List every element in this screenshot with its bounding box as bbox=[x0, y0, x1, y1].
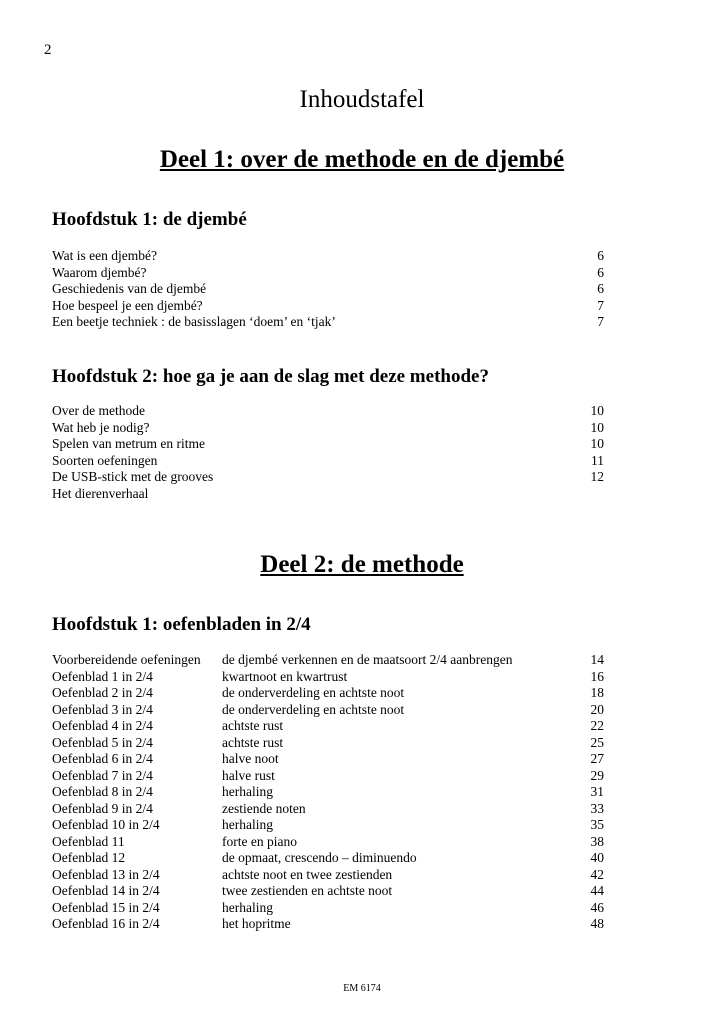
toc-entry-description: het hopritme bbox=[222, 916, 291, 931]
toc-entry-description: halve noot bbox=[222, 751, 279, 766]
toc-entry-page: 12 bbox=[590, 469, 604, 484]
toc-entry-description: herhaling bbox=[222, 784, 273, 799]
toc-entry bbox=[52, 436, 604, 453]
toc-entry bbox=[52, 768, 604, 785]
toc-entry bbox=[52, 801, 604, 818]
part1-chapter1-list bbox=[52, 248, 604, 331]
toc-entry-title: Wat is een djembé? bbox=[52, 248, 157, 263]
toc-entry-title: Oefenblad 11 bbox=[52, 833, 125, 849]
toc-entry-title: Oefenblad 8 in 2/4 bbox=[52, 784, 153, 799]
toc-entry-title: Oefenblad 7 in 2/4 bbox=[52, 767, 153, 783]
toc-entry bbox=[52, 834, 604, 851]
toc-entry bbox=[52, 702, 604, 719]
toc-entry-page: 10 bbox=[590, 436, 604, 451]
toc-entry-page: 10 bbox=[590, 419, 604, 435]
toc-entry-page: 29 bbox=[590, 767, 604, 783]
toc-entry-title: Oefenblad 10 in 2/4 bbox=[52, 817, 160, 832]
toc-entry bbox=[52, 669, 604, 686]
toc-entry-title: Geschiedenis van de djembé bbox=[52, 281, 207, 296]
toc-entry bbox=[52, 420, 604, 437]
toc-entry-title: Oefenblad 9 in 2/4 bbox=[52, 800, 153, 816]
toc-entry-description: de onderverdeling en achtste noot bbox=[222, 701, 405, 717]
toc-entry bbox=[52, 486, 604, 503]
toc-entry bbox=[52, 403, 604, 420]
toc-entry bbox=[52, 298, 604, 315]
toc-entry bbox=[52, 685, 604, 702]
toc-entry-title: Oefenblad 3 in 2/4 bbox=[52, 701, 153, 717]
toc-entry-title: Oefenblad 12 bbox=[52, 850, 126, 865]
toc-entry bbox=[52, 652, 604, 669]
toc-entry-title: Het dierenverhaal bbox=[52, 485, 149, 501]
toc-entry-description: achtste rust bbox=[222, 718, 284, 733]
toc-entry-description: forte en piano bbox=[222, 833, 297, 849]
toc-entry-title: Oefenblad 13 in 2/4 bbox=[52, 866, 160, 882]
toc-entry-description: herhaling bbox=[222, 899, 273, 915]
toc-entry-page: 35 bbox=[590, 817, 604, 832]
toc-entry-description: de djembé verkennen en de maatsoort 2/4 aanbrengen bbox=[222, 652, 513, 667]
toc-entry-title: Hoe bespeel je een djembé? bbox=[52, 297, 203, 313]
toc-entry-description: kwartnoot en kwartrust bbox=[222, 668, 348, 684]
toc-entry-title: Oefenblad 14 in 2/4 bbox=[52, 883, 160, 898]
toc-entry-page: 27 bbox=[590, 751, 604, 766]
page-number: 2 bbox=[44, 42, 52, 58]
part1-chapter1-title: Hoofdstuk 1: de djembé bbox=[52, 209, 247, 230]
toc-entry-title: Oefenblad 16 in 2/4 bbox=[52, 916, 160, 931]
toc-entry-page: 14 bbox=[590, 652, 604, 667]
toc-entry bbox=[52, 314, 604, 331]
part2-chapter1-list bbox=[52, 652, 604, 933]
toc-entry-title: Waarom djembé? bbox=[52, 264, 147, 280]
toc-entry-page: 6 bbox=[597, 264, 604, 280]
toc-entry bbox=[52, 248, 604, 265]
toc-entry-page: 38 bbox=[590, 833, 604, 849]
toc-entry bbox=[52, 751, 604, 768]
toc-entry-page: 31 bbox=[590, 784, 604, 799]
toc-entry-title: Oefenblad 1 in 2/4 bbox=[52, 668, 153, 684]
toc-entry-title: Soorten oefeningen bbox=[52, 452, 158, 468]
toc-entry-description: zestiende noten bbox=[222, 800, 306, 816]
part1-title: Deel 1: over de methode en de djembé bbox=[159, 146, 565, 173]
toc-entry bbox=[52, 265, 604, 282]
toc-entry bbox=[52, 453, 604, 470]
toc-entry-page: 7 bbox=[597, 297, 604, 313]
toc-entry bbox=[52, 718, 604, 735]
toc-entry bbox=[52, 281, 604, 298]
toc-entry bbox=[52, 900, 604, 917]
page-title: Inhoudstafel bbox=[299, 86, 425, 113]
toc-entry-page: 6 bbox=[597, 281, 604, 296]
toc-entry-title: De USB-stick met de grooves bbox=[52, 469, 214, 484]
toc-entry-title: Oefenblad 5 in 2/4 bbox=[52, 734, 153, 750]
toc-entry bbox=[52, 867, 604, 884]
toc-entry-page: 18 bbox=[590, 685, 604, 700]
toc-entry-description: de onderverdeling en achtste noot bbox=[222, 685, 405, 700]
toc-entry-title: Oefenblad 4 in 2/4 bbox=[52, 718, 153, 733]
toc-entry bbox=[52, 850, 604, 867]
toc-entry-page: 20 bbox=[590, 701, 604, 717]
toc-entry-page: 42 bbox=[590, 866, 604, 882]
toc-entry-page: 11 bbox=[591, 452, 604, 468]
toc-entry-page: 46 bbox=[590, 899, 604, 915]
toc-entry-page: 40 bbox=[590, 850, 604, 865]
toc-entry-description: de opmaat, crescendo – diminuendo bbox=[222, 850, 417, 865]
part1-chapter2-list bbox=[52, 403, 604, 502]
toc-entry-title: Voorbereidende oefeningen bbox=[52, 652, 201, 667]
part2-chapter1-title: Hoofdstuk 1: oefenbladen in 2/4 bbox=[52, 614, 311, 635]
toc-entry-description: achtste rust bbox=[222, 734, 284, 750]
toc-entry-page: 16 bbox=[590, 668, 604, 684]
toc-entry-page: 44 bbox=[590, 883, 604, 898]
part2-title: Deel 2: de methode bbox=[260, 551, 464, 578]
toc-entry-page: 7 bbox=[597, 314, 604, 329]
part1-chapter2-title: Hoofdstuk 2: hoe ga je aan de slag met deze methode? bbox=[52, 366, 489, 387]
toc-entry-title: Oefenblad 6 in 2/4 bbox=[52, 751, 153, 766]
toc-entry-page: 22 bbox=[590, 718, 604, 733]
toc-entry-title: Spelen van metrum en ritme bbox=[52, 436, 205, 451]
toc-entry-title: Oefenblad 2 in 2/4 bbox=[52, 685, 153, 700]
toc-entry-description: twee zestienden en achtste noot bbox=[222, 883, 393, 898]
footer-code: EM 6174 bbox=[343, 983, 381, 994]
toc-entry bbox=[52, 916, 604, 933]
toc-entry-description: achtste noot en twee zestienden bbox=[222, 866, 393, 882]
toc-entry bbox=[52, 735, 604, 752]
toc-entry-page: 25 bbox=[590, 734, 604, 750]
toc-entry-description: herhaling bbox=[222, 817, 273, 832]
toc-entry-page: 10 bbox=[590, 403, 604, 418]
toc-entry-description: halve rust bbox=[222, 767, 275, 783]
toc-entry-page: 33 bbox=[590, 800, 604, 816]
toc-entry bbox=[52, 784, 604, 801]
toc-entry-title: Oefenblad 15 in 2/4 bbox=[52, 899, 160, 915]
toc-entry bbox=[52, 817, 604, 834]
toc-entry-title: Over de methode bbox=[52, 403, 145, 418]
toc-entry-title: Een beetje techniek : de basisslagen ‘doem’ en ‘tjak’ bbox=[52, 314, 336, 329]
toc-entry-title: Wat heb je nodig? bbox=[52, 419, 150, 435]
toc-entry-page: 6 bbox=[597, 248, 604, 263]
toc-entry bbox=[52, 883, 604, 900]
toc-entry bbox=[52, 469, 604, 486]
toc-entry-page: 48 bbox=[590, 916, 604, 931]
